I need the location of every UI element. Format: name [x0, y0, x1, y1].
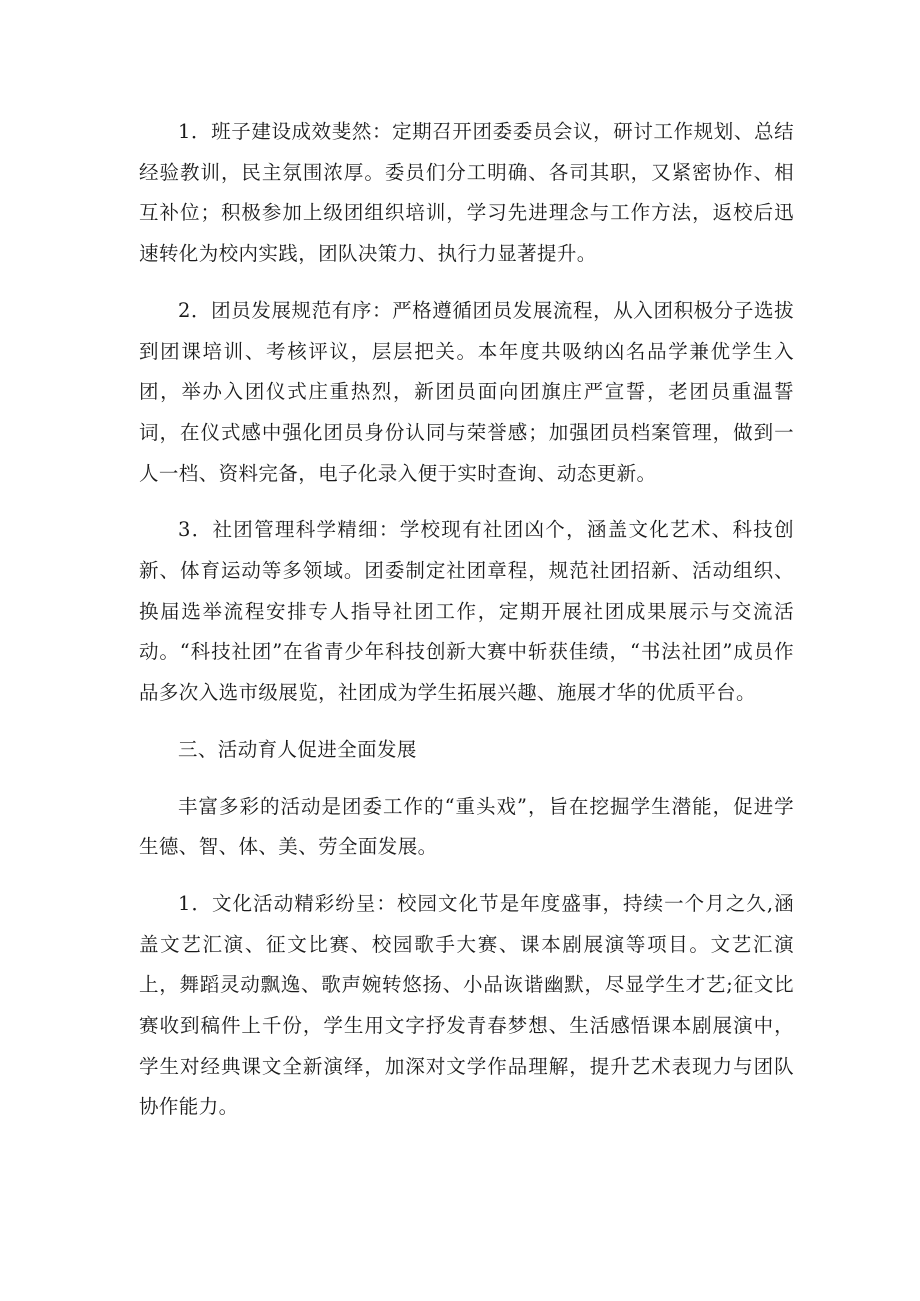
section-heading-activities: 三、活动育人促进全面发展 [178, 737, 417, 761]
paragraph-class-committee: 1．班子建设成效斐然：定期召开团委委员会议，研讨工作规划、总结经验教训，民主氛围浓厚。委员们分工明确、各司其职，又紧密协作、相互补位；积极参加上级团组织培训，学习先进理念与工作方法，返校后迅速转化为校内实践，团队决策力、执行力显著提升。 [139, 120, 794, 266]
paragraph-club-management: 3．社团管理科学精细：学校现有社团凶个，涵盖文化艺术、科技创新、体育运动等多领域。团委制定社团章程，规范社团招新、活动组织、换届选举流程安排专人指导社团工作，定期开展社团成果展示与交流活动。“科技社团”在省青少年科技创新大赛中斩获佳绩，“书法社团”成员作品多次入选市级展览，社团成为学生拓展兴趣、施展才华的优质平台。 [139, 518, 794, 705]
paragraph-activities-intro: 丰富多彩的活动是团委工作的“重头戏”，旨在挖掘学生潜能，促进学生德、智、体、美、劳全面发展。 [139, 794, 794, 859]
paragraph-member-development: 2．团员发展规范有序：严格遵循团员发展流程，从入团积极分子选拔到团课培训、考核评议，层层把关。本年度共吸纳凶名品学兼优学生入团，举办入团仪式庄重热烈，新团员面向团旗庄严宣誓，老团员重温誓词，在仪式感中强化团员身份认同与荣誉感；加强团员档案管理，做到一人一档、资料完备，电子化录入便于实时查询、动态更新。 [139, 298, 794, 485]
paragraph-cultural-activities: 1．文化活动精彩纷呈：校园文化节是年度盛事，持续一个月之久,涵盖文艺汇演、征文比赛、校园歌手大赛、课本剧展演等项目。文艺汇演上，舞蹈灵动飘逸、歌声婉转悠扬、小品诙谐幽默，尽显学生才艺;征文比赛收到稿件上千份，学生用文字抒发青春梦想、生活感悟课本剧展演中，学生对经典课文全新演绎，加深对文学作品理解，提升艺术表现力与团队协作能力。 [139, 891, 794, 1119]
document-body [139, 112, 794, 1144]
